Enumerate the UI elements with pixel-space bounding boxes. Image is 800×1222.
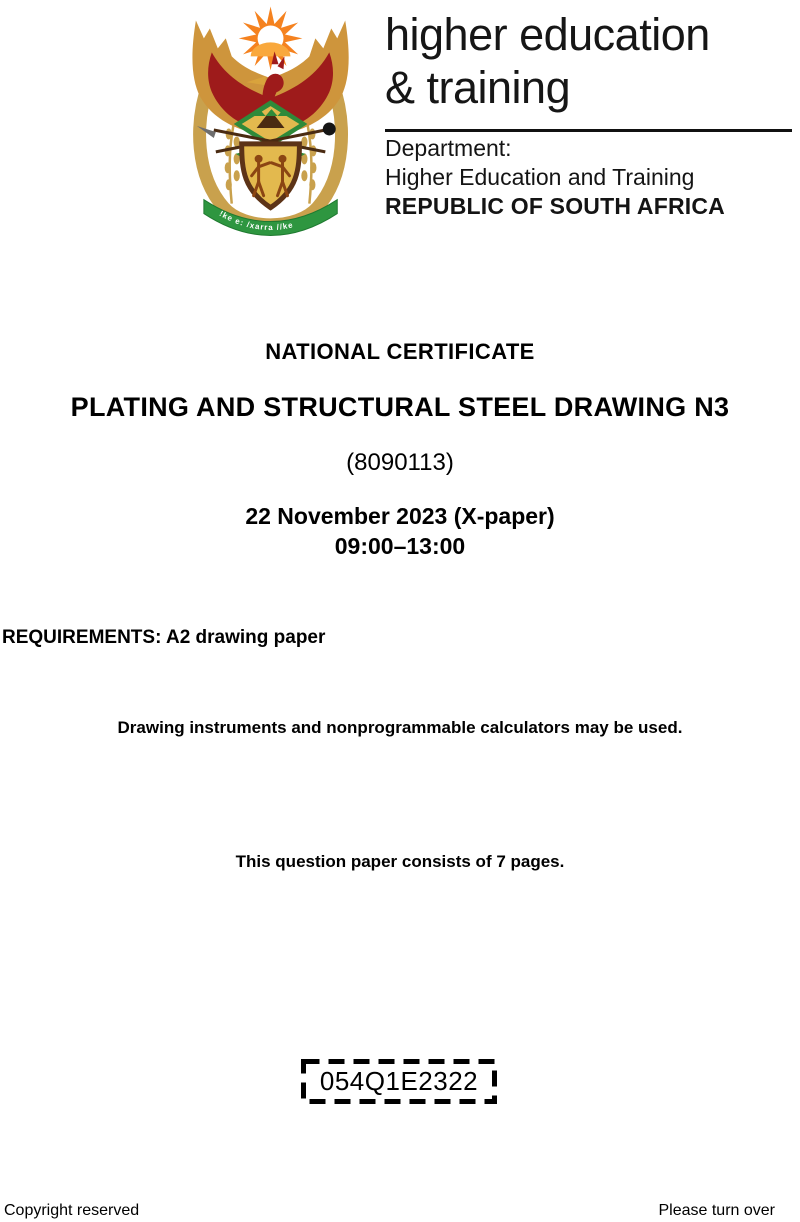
logo-wordmark-line1: higher education [385, 9, 710, 60]
department-label: Department: [385, 135, 512, 161]
logo-divider [385, 129, 792, 132]
country-name: REPUBLIC OF SOUTH AFRICA [385, 193, 725, 219]
footer-turn-over: Please turn over [658, 1202, 775, 1219]
motto-text: !ke e: /xarra //ke [217, 209, 295, 233]
subject-code: (8090113) [346, 449, 454, 476]
department-block [385, 134, 725, 221]
paper-number: 054Q1E2322 [319, 1066, 479, 1096]
certificate-title: NATIONAL CERTIFICATE [265, 339, 535, 364]
instruments-note: Drawing instruments and nonprogrammable calculators may be used. [117, 718, 683, 737]
exam-time: 09:00–13:00 [334, 533, 466, 559]
paper-number-box [301, 1059, 497, 1104]
department-name: Higher Education and Training [385, 164, 695, 190]
logo-wordmark-line2: & training [385, 62, 571, 113]
coat-of-arms [176, 4, 390, 248]
requirements-line: REQUIREMENTS: A2 drawing paper [2, 627, 326, 648]
exam-date: 22 November 2023 (X-paper) [245, 503, 555, 529]
pages-note: This question paper consists of 7 pages. [235, 852, 565, 871]
footer-copyright: Copyright reserved [4, 1202, 140, 1219]
shield-icon [242, 144, 300, 208]
subject-title: PLATING AND STRUCTURAL STEEL DRAWING N3 [70, 392, 730, 422]
sun-icon [239, 7, 303, 71]
logo-wordmark [385, 8, 795, 114]
